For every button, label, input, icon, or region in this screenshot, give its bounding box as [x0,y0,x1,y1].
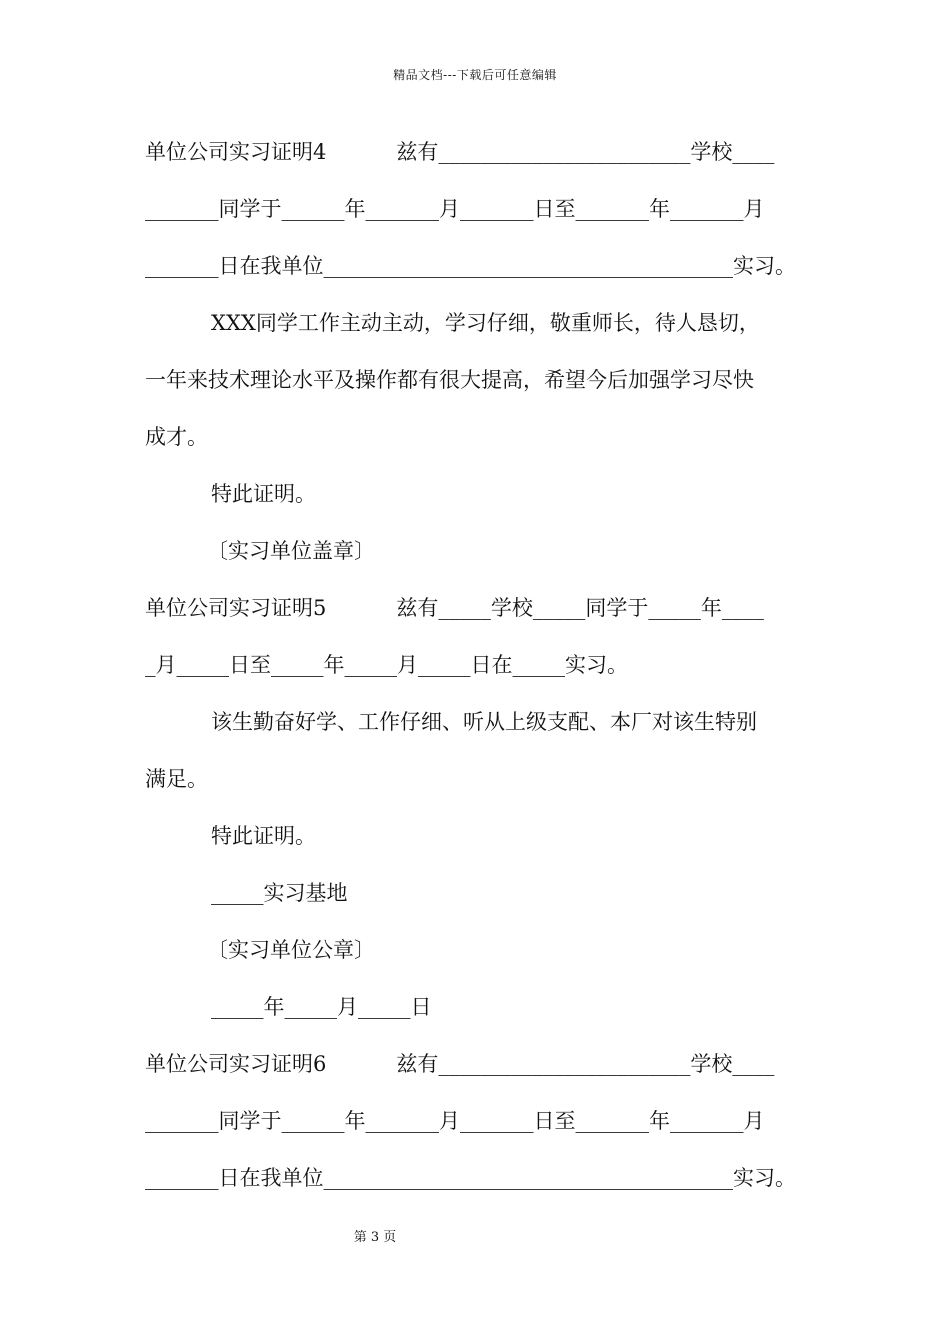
certificate-4-line-3: _______日在我单位_______________________________________实习。 [145,254,796,278]
certificate-6-line-1: 兹有________________________学校____ [396,1052,775,1076]
certificate-5-line-1: 兹有_____学校_____同学于_____年____ [396,596,764,620]
certificate-4-closing: 特此证明。 [211,482,316,506]
document-body [145,132,807,1215]
certificate-5-body-2: 满足。 [145,767,208,791]
certificate-6-title: 单位公司实习证明6 [145,1052,327,1076]
certificate-5-body-1: 该生勤奋好学、工作仔细、听从上级支配、本厂对该生特别 [211,710,757,734]
certificate-4-line-1: 兹有________________________学校____ [396,140,775,164]
certificate-5-seal: 〔实习单位公章〕 [207,938,375,962]
page-number: 第 3 页 [353,1230,397,1245]
certificate-4-line-2: _______同学于______年_______月_______日至_______年_______月 [145,197,765,221]
certificate-4-title: 单位公司实习证明4 [145,140,327,164]
certificate-5-base: _____实习基地 [211,881,348,905]
certificate-6-line-3: _______日在我单位_______________________________________实习。 [145,1166,796,1190]
certificate-5-closing: 特此证明。 [211,824,316,848]
certificate-4-body-3: 成才。 [145,425,208,449]
certificate-6-line-2: _______同学于______年_______月_______日至_______年_______月 [145,1109,765,1133]
certificate-5-line-2: _月_____日至_____年_____月_____日在_____实习。 [145,653,628,677]
certificate-5-heading-line [145,588,807,645]
certificate-4-seal: 〔实习单位盖章〕 [207,539,375,563]
certificate-5-title: 单位公司实习证明5 [145,596,327,620]
certificate-5-date: _____年_____月_____日 [211,995,432,1019]
certificate-4-body-1: XXX同学工作主动主动，学习仔细，敬重师长，待人恳切， [211,311,760,335]
document-header: 精品文档---下载后可任意编辑 [393,68,557,82]
certificate-4-heading-line [145,132,807,189]
certificate-6-heading-line [145,1044,807,1101]
certificate-4-body-2: 一年来技术理论水平及操作都有很大提高，希望今后加强学习尽快 [145,368,754,392]
